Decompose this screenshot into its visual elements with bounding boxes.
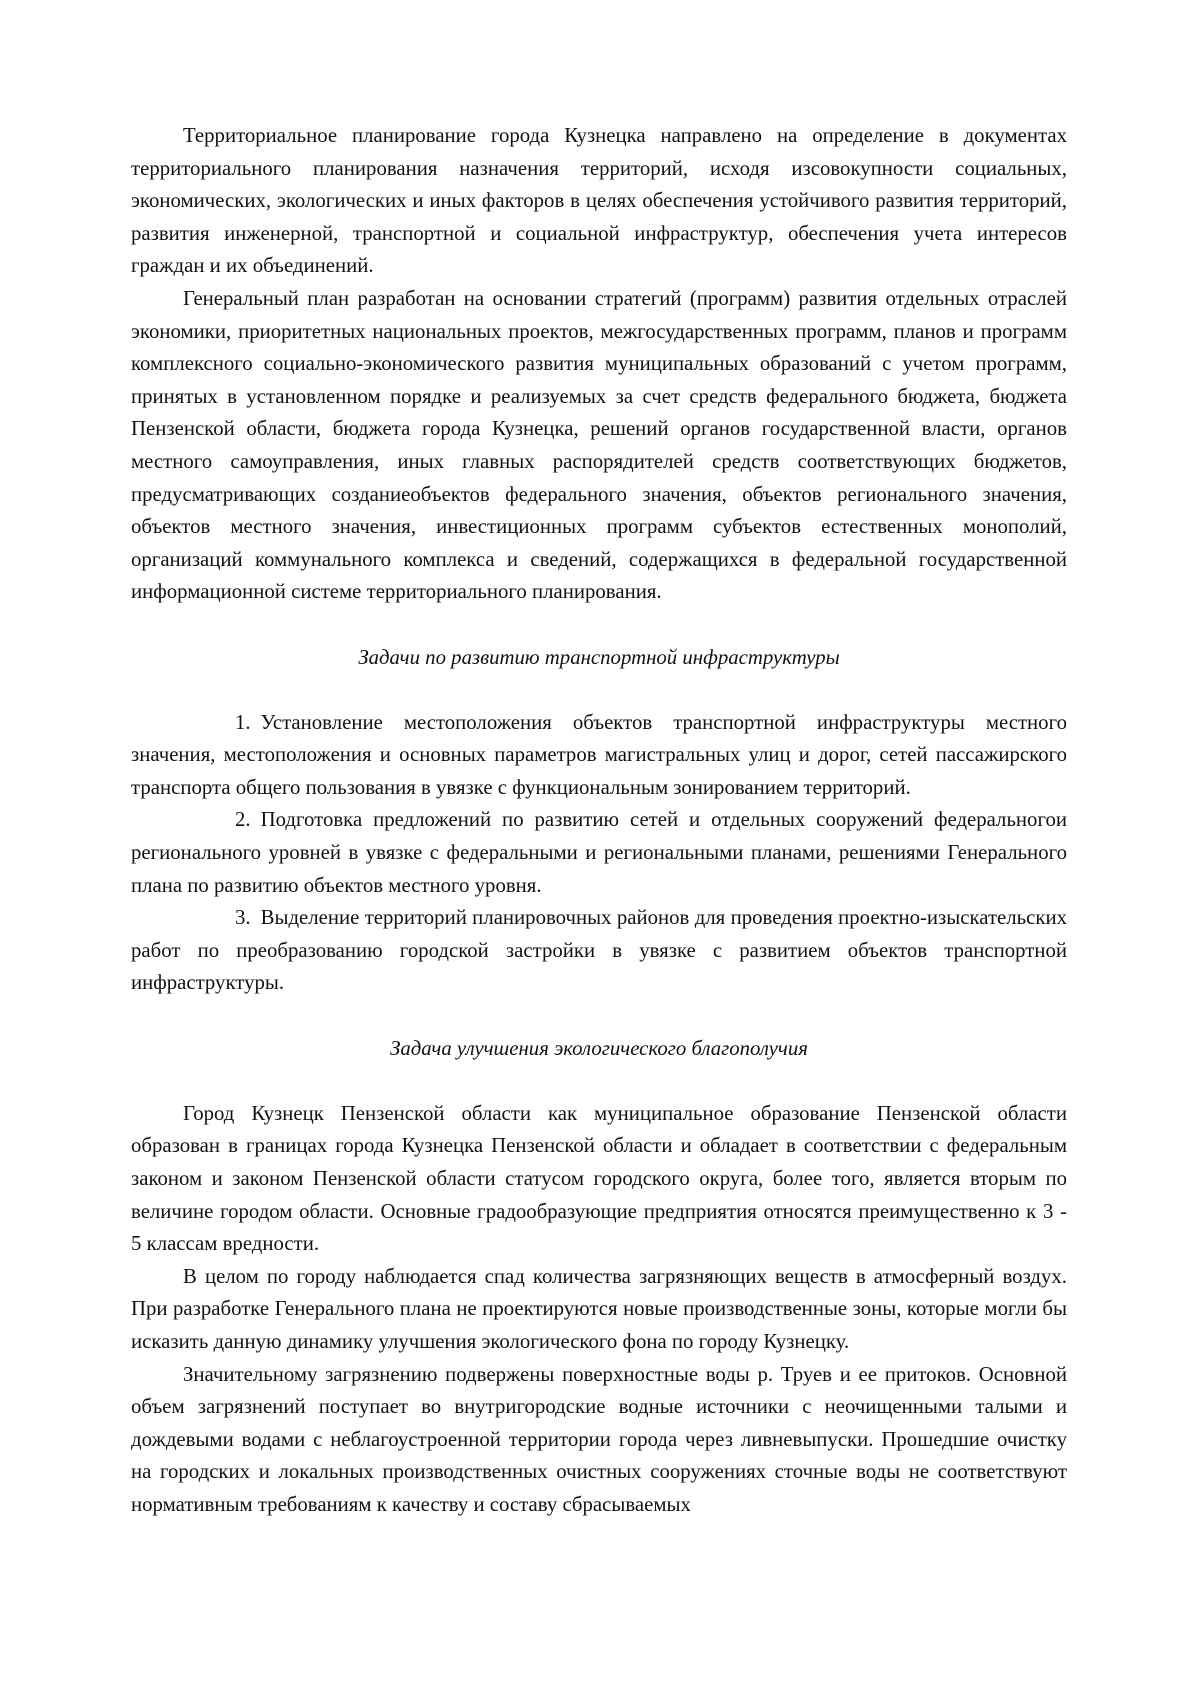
ecology-paragraph-2: В целом по городу наблюдается спад количества загрязняющих веществ в атмосферный воздух. При разработке Генерального плана не проектируются новые производственные зоны, которые могли бы исказить данную динамику улучшения экологического фона по городу Кузнецку.: [131, 1264, 1067, 1353]
intro-paragraph-1: Территориальное планирование города Кузнецка направлено на определение в документах территориального планирования назначения территорий, исходя изсовокупности социальных, экономических, экологических и иных факторов в целях обеспечения устойчивого развития территорий, развития инженерной, транспортной и социальной инфраструктур, обеспечения учета интересов граждан и их объединений.: [131, 124, 1067, 278]
list-number: 2.: [235, 808, 251, 832]
ecology-section-heading: Задача улучшения экологического благополучия: [390, 1036, 808, 1060]
list-number: 1.: [235, 710, 251, 734]
list-item-text: Подготовка предложений по развитию сетей и отдельных сооружений федеральногои регионального уровней в увязке с федеральными и региональными планами, решениями Генерального плана по развитию объектов местного уровня.: [131, 808, 1067, 897]
ecology-paragraph-1: Город Кузнецк Пензенской области как муниципальное образование Пензенской области образован в границах города Кузнецка Пензенской области и обладает в соответствии с федеральным законом и законом Пензенской области статусом городского округа, более того, является вторым по величине городом области. Основные градообразующие предприятия относятся преимущественно к 3 - 5 классам вредности.: [131, 1101, 1067, 1256]
transport-task-item-2: [131, 804, 1067, 902]
transport-section-heading: Задачи по развитию транспортной инфраструктуры: [358, 645, 840, 669]
transport-task-item-3: [131, 902, 1067, 1000]
ecology-paragraph-3: Значительному загрязнению подвержены поверхностные воды р. Труев и ее притоков. Основной объем загрязнений поступает во внутригородские водные источники с неочищенными талыми и дождевыми водами с неблагоустроенной территории города через ливневыпуски. Прошедшие очистку на городских и локальных производственных очистных сооружениях сточные воды не соответствуют нормативным требованиям к качеству и составу сбрасываемых: [131, 1362, 1067, 1516]
transport-task-item-1: [131, 707, 1067, 805]
list-item-text: Установление местоположения объектов транспортной инфраструктуры местного значения, местоположения и основных параметров магистральных улиц и дорог, сетей пассажирского транспорта общего пользования в увязке с функциональным зонированием территорий.: [131, 710, 1067, 799]
list-item-text: Выделение территорий планировочных районов для проведения проектно-изыскательских работ по преобразованию городской застройки в увязке с развитием объектов транспортной инфраструктуры.: [131, 906, 1067, 995]
document-page: [131, 120, 1067, 1522]
intro-paragraph-2: Генеральный план разработан на основании стратегий (программ) развития отдельных отраслей экономики, приоритетных национальных проектов, межгосударственных программ, планов и программ комплексного социально-экономического развития муниципальных образований с учетом программ, принятых в установленном порядке и реализуемых за счет средств федерального бюджета, бюджета Пензенской области, бюджета города Кузнецка, решений органов государственной власти, органов местного самоуправления, иных главных распорядителей средств соответствующих бюджетов, предусматривающих созданиеобъектов федерального значения, объектов регионального значения, объектов местного значения, инвестиционных программ субъектов естественных монополий, организаций коммунального комплекса и сведений, содержащихся в федеральной государственной информационной системе территориального планирования.: [131, 286, 1067, 604]
list-number: 3.: [235, 906, 251, 930]
